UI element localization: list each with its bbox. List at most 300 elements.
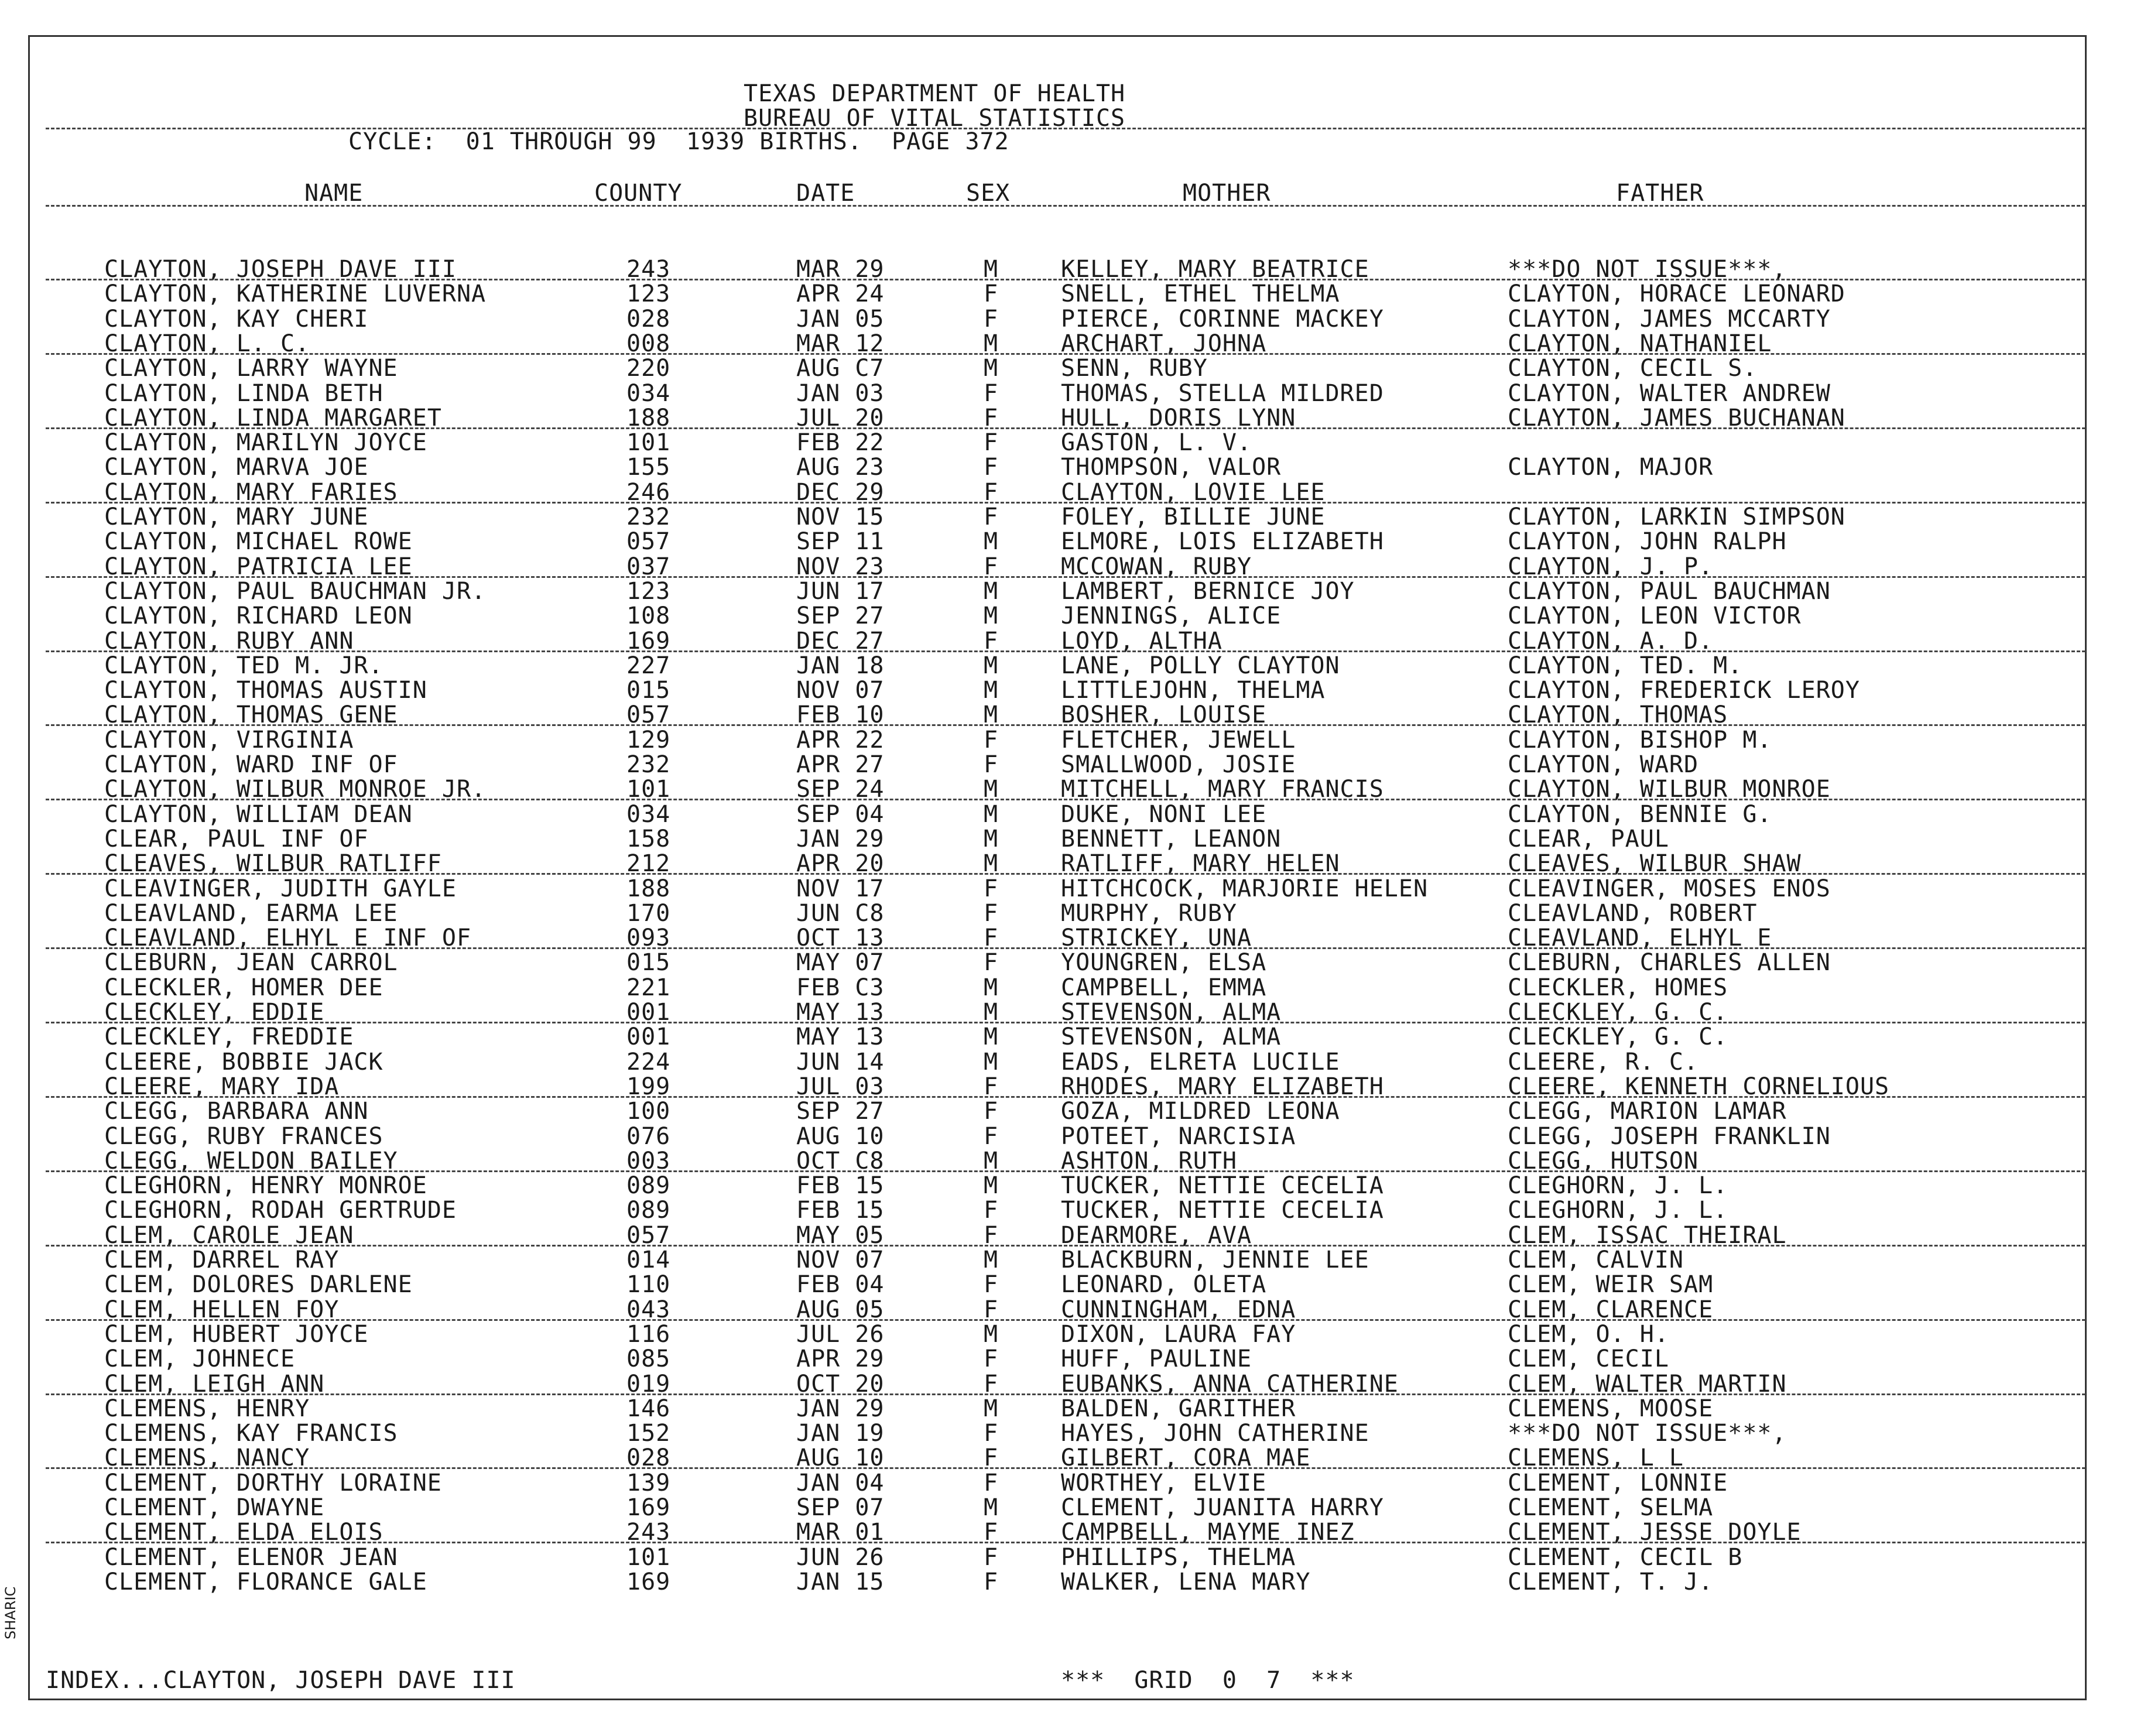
row-group-rule <box>46 724 2085 726</box>
row-date: SEP 04 <box>796 801 885 828</box>
row-county: 243 <box>626 1519 671 1546</box>
row-mother: FLETCHER, JEWELL <box>1061 727 1296 754</box>
row-date: MAR 12 <box>796 330 885 357</box>
row-sex: M <box>984 578 999 605</box>
row-name: CLEMENT, DORTHY LORAINE <box>104 1470 442 1497</box>
row-name: CLAYTON, LINDA BETH <box>104 380 383 407</box>
row-name: CLEERE, BOBBIE JACK <box>104 1049 383 1076</box>
row-date: SEP 27 <box>796 602 885 629</box>
row-sex: M <box>984 1049 999 1076</box>
row-date: FEB C3 <box>796 974 885 1001</box>
row-county: 043 <box>626 1296 671 1323</box>
row-name: CLAYTON, PATRICIA LEE <box>104 553 413 580</box>
row-county: 246 <box>626 479 671 506</box>
row-sex: M <box>984 999 999 1026</box>
header-subtitle: BUREAU OF VITAL STATISTICS <box>744 105 1126 132</box>
row-father: CLAYTON, LEON VICTOR <box>1508 602 1802 629</box>
row-sex: F <box>984 479 999 506</box>
row-date: DEC 29 <box>796 479 885 506</box>
row-county: 243 <box>626 256 671 283</box>
row-sex: F <box>984 1420 999 1447</box>
row-mother: GILBERT, CORA MAE <box>1061 1444 1311 1471</box>
row-father: CLECKLER, HOMES <box>1508 974 1728 1001</box>
row-date: FEB 15 <box>796 1172 885 1199</box>
row-sex: F <box>984 504 999 530</box>
row-father: CLEAR, PAUL <box>1508 826 1669 852</box>
row-mother: HITCHCOCK, MARJORIE HELEN <box>1061 875 1429 902</box>
row-father: ***DO NOT ISSUE***, <box>1508 256 1787 283</box>
row-group-rule <box>46 799 2085 800</box>
row-mother: LANE, POLLY CLAYTON <box>1061 652 1340 679</box>
row-sex: F <box>984 280 999 307</box>
row-date: JAN 15 <box>796 1569 885 1595</box>
row-county: 057 <box>626 1222 671 1249</box>
row-mother: LAMBERT, BERNICE JOY <box>1061 578 1355 605</box>
row-father: CLAYTON, LARKIN SIMPSON <box>1508 504 1845 530</box>
row-mother: CUNNINGHAM, EDNA <box>1061 1296 1296 1323</box>
row-father: CLAYTON, NATHANIEL <box>1508 330 1772 357</box>
row-father: CLAYTON, THOMAS <box>1508 701 1728 728</box>
row-mother: TUCKER, NETTIE CECELIA <box>1061 1197 1384 1224</box>
row-mother: BALDEN, GARITHER <box>1061 1395 1296 1422</box>
row-name: CLEM, HELLEN FOY <box>104 1296 340 1323</box>
row-name: CLEERE, MARY IDA <box>104 1073 340 1100</box>
row-father: CLAYTON, JAMES MCCARTY <box>1508 306 1831 333</box>
row-father: CLECKLEY, G. C. <box>1508 1023 1728 1050</box>
footer-grid: *** GRID 0 7 *** <box>1061 1667 1355 1694</box>
row-date: MAY 13 <box>796 1023 885 1050</box>
row-mother: LEONARD, OLETA <box>1061 1271 1267 1298</box>
row-name: CLECKLEY, FREDDIE <box>104 1023 354 1050</box>
row-date: AUG 10 <box>796 1123 885 1150</box>
row-date: FEB 15 <box>796 1197 885 1224</box>
row-sex: F <box>984 875 999 902</box>
row-father: CLAYTON, JOHN RALPH <box>1508 528 1787 555</box>
row-sex: F <box>984 454 999 481</box>
row-date: JAN 29 <box>796 826 885 852</box>
row-name: CLAYTON, KAY CHERI <box>104 306 369 333</box>
row-sex: F <box>984 1444 999 1471</box>
row-name: CLEAVLAND, EARMA LEE <box>104 900 398 927</box>
header-title: TEXAS DEPARTMENT OF HEALTH <box>744 80 1126 107</box>
row-sex: M <box>984 256 999 283</box>
side-label: SHARIC <box>2 1586 19 1639</box>
row-name: CLAYTON, LARRY WAYNE <box>104 355 398 382</box>
column-header-county: COUNTY <box>594 180 683 207</box>
row-mother: RATLIFF, MARY HELEN <box>1061 850 1340 877</box>
row-date: AUG 23 <box>796 454 885 481</box>
column-header-rule <box>46 205 2085 207</box>
row-date: JAN 04 <box>796 1470 885 1497</box>
row-father: CLEGHORN, J. L. <box>1508 1197 1728 1224</box>
row-date: MAR 01 <box>796 1519 885 1546</box>
row-father: CLAYTON, WALTER ANDREW <box>1508 380 1831 407</box>
row-father: CLEGG, MARION LAMAR <box>1508 1098 1787 1125</box>
row-sex: M <box>984 1172 999 1199</box>
row-county: 003 <box>626 1148 671 1175</box>
row-county: 146 <box>626 1395 671 1422</box>
row-county: 123 <box>626 280 671 307</box>
row-sex: M <box>984 355 999 382</box>
row-county: 089 <box>626 1197 671 1224</box>
row-name: CLEMENS, HENRY <box>104 1395 310 1422</box>
row-father: CLAYTON, A. D. <box>1508 628 1714 655</box>
row-name: CLECKLEY, EDDIE <box>104 999 325 1026</box>
row-county: 034 <box>626 380 671 407</box>
row-date: AUG 10 <box>796 1444 885 1471</box>
row-mother: TUCKER, NETTIE CECELIA <box>1061 1172 1384 1199</box>
row-father: CLAYTON, PAUL BAUCHMAN <box>1508 578 1831 605</box>
row-mother: YOUNGREN, ELSA <box>1061 949 1267 976</box>
row-date: APR 27 <box>796 751 885 778</box>
row-name: CLAYTON, JOSEPH DAVE III <box>104 256 457 283</box>
row-sex: F <box>984 1197 999 1224</box>
row-county: 101 <box>626 1544 671 1571</box>
row-name: CLEMENT, ELENOR JEAN <box>104 1544 398 1571</box>
row-sex: F <box>984 380 999 407</box>
row-sex: F <box>984 1073 999 1100</box>
row-name: CLAYTON, TED M. JR. <box>104 652 383 679</box>
row-name: CLEAVLAND, ELHYL E INF OF <box>104 925 472 951</box>
row-sex: F <box>984 1345 999 1372</box>
row-sex: M <box>984 1148 999 1175</box>
row-father: CLEMENT, CECIL B <box>1508 1544 1743 1571</box>
row-date: APR 24 <box>796 280 885 307</box>
row-name: CLEGHORN, RODAH GERTRUDE <box>104 1197 457 1224</box>
row-county: 034 <box>626 801 671 828</box>
row-county: 123 <box>626 578 671 605</box>
row-sex: F <box>984 405 999 432</box>
row-sex: F <box>984 949 999 976</box>
row-county: 089 <box>626 1172 671 1199</box>
row-county: 169 <box>626 1569 671 1595</box>
row-sex: M <box>984 1023 999 1050</box>
row-date: SEP 11 <box>796 528 885 555</box>
row-group-rule <box>46 1542 2085 1543</box>
row-date: OCT 13 <box>796 925 885 951</box>
row-name: CLEBURN, JEAN CARROL <box>104 949 398 976</box>
row-group-rule <box>46 1467 2085 1469</box>
row-name: CLAYTON, THOMAS AUSTIN <box>104 677 427 704</box>
row-father: CLEAVLAND, ELHYL E <box>1508 925 1772 951</box>
row-name: CLEGG, BARBARA ANN <box>104 1098 369 1125</box>
row-name: CLAYTON, PAUL BAUCHMAN JR. <box>104 578 487 605</box>
row-county: 221 <box>626 974 671 1001</box>
row-date: NOV 07 <box>796 1247 885 1273</box>
row-father: CLEBURN, CHARLES ALLEN <box>1508 949 1831 976</box>
row-sex: F <box>984 1519 999 1546</box>
row-sex: M <box>984 1247 999 1273</box>
row-county: 028 <box>626 306 671 333</box>
row-father: CLEERE, R. C. <box>1508 1049 1699 1076</box>
row-mother: EADS, ELRETA LUCILE <box>1061 1049 1340 1076</box>
row-date: JAN 19 <box>796 1420 885 1447</box>
row-father: CLEM, CALVIN <box>1508 1247 1684 1273</box>
row-date: NOV 23 <box>796 553 885 580</box>
row-name: CLEMENT, ELDA ELOIS <box>104 1519 383 1546</box>
row-date: JUL 20 <box>796 405 885 432</box>
row-mother: SNELL, ETHEL THELMA <box>1061 280 1340 307</box>
footer-index: INDEX...CLAYTON, JOSEPH DAVE III <box>46 1667 516 1694</box>
row-father: CLEMENT, JESSE DOYLE <box>1508 1519 1802 1546</box>
row-date: AUG C7 <box>796 355 885 382</box>
row-mother: STEVENSON, ALMA <box>1061 999 1282 1026</box>
row-county: 015 <box>626 677 671 704</box>
row-county: 232 <box>626 751 671 778</box>
row-sex: F <box>984 1544 999 1571</box>
row-sex: F <box>984 1371 999 1398</box>
row-sex: F <box>984 751 999 778</box>
row-county: 139 <box>626 1470 671 1497</box>
row-date: JUL 26 <box>796 1321 885 1348</box>
row-mother: HAYES, JOHN CATHERINE <box>1061 1420 1369 1447</box>
row-mother: ASHTON, RUTH <box>1061 1148 1237 1175</box>
row-mother: SMALLWOOD, JOSIE <box>1061 751 1296 778</box>
row-mother: CAMPBELL, EMMA <box>1061 974 1267 1001</box>
row-county: 158 <box>626 826 671 852</box>
row-county: 188 <box>626 405 671 432</box>
row-father: CLEM, CECIL <box>1508 1345 1669 1372</box>
row-father: CLEERE, KENNETH CORNELIOUS <box>1508 1073 1890 1100</box>
row-sex: F <box>984 727 999 754</box>
row-name: CLEMENS, NANCY <box>104 1444 310 1471</box>
row-name: CLAYTON, KATHERINE LUVERNA <box>104 280 487 307</box>
row-date: APR 29 <box>796 1345 885 1372</box>
row-mother: BENNETT, LEANON <box>1061 826 1282 852</box>
row-county: 015 <box>626 949 671 976</box>
row-mother: FOLEY, BILLIE JUNE <box>1061 504 1326 530</box>
row-mother: LOYD, ALTHA <box>1061 628 1222 655</box>
row-sex: F <box>984 553 999 580</box>
row-name: CLEGHORN, HENRY MONROE <box>104 1172 427 1199</box>
row-county: 188 <box>626 875 671 902</box>
row-name: CLEM, LEIGH ANN <box>104 1371 325 1398</box>
row-sex: M <box>984 1321 999 1348</box>
row-name: CLAYTON, MARY FARIES <box>104 479 398 506</box>
row-mother: PHILLIPS, THELMA <box>1061 1544 1296 1571</box>
row-mother: ELMORE, LOIS ELIZABETH <box>1061 528 1384 555</box>
row-mother: WALKER, LENA MARY <box>1061 1569 1311 1595</box>
row-father: CLEAVLAND, ROBERT <box>1508 900 1758 927</box>
row-county: 169 <box>626 1494 671 1521</box>
row-mother: CAMPBELL, MAYME INEZ <box>1061 1519 1355 1546</box>
row-name: CLEAVES, WILBUR RATLIFF <box>104 850 442 877</box>
row-name: CLAYTON, THOMAS GENE <box>104 701 398 728</box>
row-father: ***DO NOT ISSUE***, <box>1508 1420 1787 1447</box>
row-father: CLAYTON, WARD <box>1508 751 1699 778</box>
row-father: CLEMENT, SELMA <box>1508 1494 1714 1521</box>
row-father: CLAYTON, HORACE LEONARD <box>1508 280 1845 307</box>
row-mother: WORTHEY, ELVIE <box>1061 1470 1267 1497</box>
row-father: CLEGG, JOSEPH FRANKLIN <box>1508 1123 1831 1150</box>
row-mother: KELLEY, MARY BEATRICE <box>1061 256 1369 283</box>
row-name: CLAYTON, WILBUR MONROE JR. <box>104 776 487 803</box>
row-county: 155 <box>626 454 671 481</box>
row-date: APR 20 <box>796 850 885 877</box>
row-father: CLEM, WEIR SAM <box>1508 1271 1714 1298</box>
row-county: 100 <box>626 1098 671 1125</box>
row-father: CLEGG, HUTSON <box>1508 1148 1699 1175</box>
row-name: CLAYTON, MARILYN JOYCE <box>104 429 427 456</box>
row-mother: MURPHY, RUBY <box>1061 900 1237 927</box>
row-mother: BOSHER, LOUISE <box>1061 701 1267 728</box>
row-sex: M <box>984 776 999 803</box>
row-date: NOV 15 <box>796 504 885 530</box>
row-county: 232 <box>626 504 671 530</box>
row-date: MAY 07 <box>796 949 885 976</box>
row-sex: M <box>984 801 999 828</box>
row-name: CLEMENS, KAY FRANCIS <box>104 1420 398 1447</box>
row-county: 085 <box>626 1345 671 1372</box>
row-date: JAN 05 <box>796 306 885 333</box>
row-sex: M <box>984 974 999 1001</box>
row-father: CLEAVES, WILBUR SHAW <box>1508 850 1802 877</box>
row-county: 212 <box>626 850 671 877</box>
row-name: CLEAVINGER, JUDITH GAYLE <box>104 875 457 902</box>
row-date: MAY 05 <box>796 1222 885 1249</box>
row-father: CLEMENS, MOOSE <box>1508 1395 1714 1422</box>
row-sex: F <box>984 1569 999 1595</box>
column-header-date: DATE <box>796 180 855 207</box>
column-header-sex: SEX <box>966 180 1011 207</box>
row-name: CLAYTON, WARD INF OF <box>104 751 398 778</box>
row-sex: M <box>984 528 999 555</box>
row-sex: F <box>984 1222 999 1249</box>
column-header-father: FATHER <box>1616 180 1704 207</box>
row-county: 076 <box>626 1123 671 1150</box>
row-father: CLAYTON, CECIL S. <box>1508 355 1758 382</box>
row-father: CLEM, ISSAC THEIRAL <box>1508 1222 1787 1249</box>
row-mother: PIERCE, CORINNE MACKEY <box>1061 306 1384 333</box>
row-mother: THOMPSON, VALOR <box>1061 454 1282 481</box>
row-sex: M <box>984 701 999 728</box>
row-county: 224 <box>626 1049 671 1076</box>
row-sex: M <box>984 330 999 357</box>
row-mother: DUKE, NONI LEE <box>1061 801 1267 828</box>
row-father: CLAYTON, MAJOR <box>1508 454 1714 481</box>
row-date: NOV 17 <box>796 875 885 902</box>
row-date: JAN 29 <box>796 1395 885 1422</box>
row-father: CLEMENS, L L <box>1508 1444 1684 1471</box>
row-date: JUN 26 <box>796 1544 885 1571</box>
row-county: 008 <box>626 330 671 357</box>
row-name: CLEMENT, DWAYNE <box>104 1494 325 1521</box>
row-county: 108 <box>626 602 671 629</box>
row-mother: BLACKBURN, JENNIE LEE <box>1061 1247 1369 1273</box>
row-name: CLEM, CAROLE JEAN <box>104 1222 354 1249</box>
row-sex: M <box>984 850 999 877</box>
row-name: CLEM, DARREL RAY <box>104 1247 340 1273</box>
row-date: MAR 29 <box>796 256 885 283</box>
row-sex: F <box>984 1296 999 1323</box>
row-name: CLAYTON, LINDA MARGARET <box>104 405 442 432</box>
row-name: CLAYTON, MARY JUNE <box>104 504 369 530</box>
row-mother: HUFF, PAULINE <box>1061 1345 1252 1372</box>
column-header-mother: MOTHER <box>1183 180 1271 207</box>
row-sex: M <box>984 602 999 629</box>
row-name: CLEM, DOLORES DARLENE <box>104 1271 413 1298</box>
row-name: CLAYTON, VIRGINIA <box>104 727 354 754</box>
row-county: 101 <box>626 429 671 456</box>
row-name: CLAYTON, MICHAEL ROWE <box>104 528 413 555</box>
row-name: CLEAR, PAUL INF OF <box>104 826 369 852</box>
row-county: 101 <box>626 776 671 803</box>
row-name: CLAYTON, L. C. <box>104 330 310 357</box>
row-father: CLEM, CLARENCE <box>1508 1296 1714 1323</box>
row-mother: LITTLEJOHN, THELMA <box>1061 677 1326 704</box>
row-sex: M <box>984 826 999 852</box>
row-sex: F <box>984 306 999 333</box>
cycle-line: CYCLE: 01 THROUGH 99 1939 BIRTHS. PAGE 372 <box>348 128 1009 155</box>
row-mother: STEVENSON, ALMA <box>1061 1023 1282 1050</box>
row-county: 152 <box>626 1420 671 1447</box>
row-date: AUG 05 <box>796 1296 885 1323</box>
row-date: JAN 18 <box>796 652 885 679</box>
row-name: CLAYTON, RUBY ANN <box>104 628 354 655</box>
row-father: CLEM, O. H. <box>1508 1321 1669 1348</box>
row-date: APR 22 <box>796 727 885 754</box>
row-sex: F <box>984 1098 999 1125</box>
row-sex: F <box>984 925 999 951</box>
row-mother: HULL, DORIS LYNN <box>1061 405 1296 432</box>
row-date: FEB 22 <box>796 429 885 456</box>
row-county: 057 <box>626 701 671 728</box>
row-date: DEC 27 <box>796 628 885 655</box>
row-sex: F <box>984 1470 999 1497</box>
row-father: CLAYTON, TED. M. <box>1508 652 1743 679</box>
row-date: MAY 13 <box>796 999 885 1026</box>
row-mother: GOZA, MILDRED LEONA <box>1061 1098 1340 1125</box>
row-date: NOV 07 <box>796 677 885 704</box>
row-county: 199 <box>626 1073 671 1100</box>
row-name: CLEM, HUBERT JOYCE <box>104 1321 369 1348</box>
row-mother: CLEMENT, JUANITA HARRY <box>1061 1494 1384 1521</box>
row-sex: M <box>984 1494 999 1521</box>
row-county: 220 <box>626 355 671 382</box>
row-sex: M <box>984 677 999 704</box>
row-father: CLECKLEY, G. C. <box>1508 999 1728 1026</box>
row-mother: DEARMORE, AVA <box>1061 1222 1252 1249</box>
row-county: 110 <box>626 1271 671 1298</box>
column-header-name: NAME <box>304 180 364 207</box>
row-county: 116 <box>626 1321 671 1348</box>
row-date: JUN C8 <box>796 900 885 927</box>
row-name: CLEGG, RUBY FRANCES <box>104 1123 383 1150</box>
row-date: SEP 07 <box>796 1494 885 1521</box>
row-county: 019 <box>626 1371 671 1398</box>
row-father: CLEGHORN, J. L. <box>1508 1172 1728 1199</box>
row-date: JUL 03 <box>796 1073 885 1100</box>
row-father: CLEMENT, T. J. <box>1508 1569 1714 1595</box>
row-name: CLEGG, WELDON BAILEY <box>104 1148 398 1175</box>
row-name: CLEM, JOHNECE <box>104 1345 296 1372</box>
row-date: FEB 04 <box>796 1271 885 1298</box>
row-date: JUN 14 <box>796 1049 885 1076</box>
row-date: SEP 24 <box>796 776 885 803</box>
row-date: SEP 27 <box>796 1098 885 1125</box>
row-father: CLAYTON, BENNIE G. <box>1508 801 1772 828</box>
row-father: CLAYTON, WILBUR MONROE <box>1508 776 1831 803</box>
row-date: FEB 10 <box>796 701 885 728</box>
row-name: CLAYTON, WILLIAM DEAN <box>104 801 413 828</box>
row-county: 037 <box>626 553 671 580</box>
row-mother: THOMAS, STELLA MILDRED <box>1061 380 1384 407</box>
row-county: 001 <box>626 1023 671 1050</box>
row-sex: M <box>984 652 999 679</box>
row-county: 169 <box>626 628 671 655</box>
row-group-rule <box>46 873 2085 875</box>
row-county: 227 <box>626 652 671 679</box>
